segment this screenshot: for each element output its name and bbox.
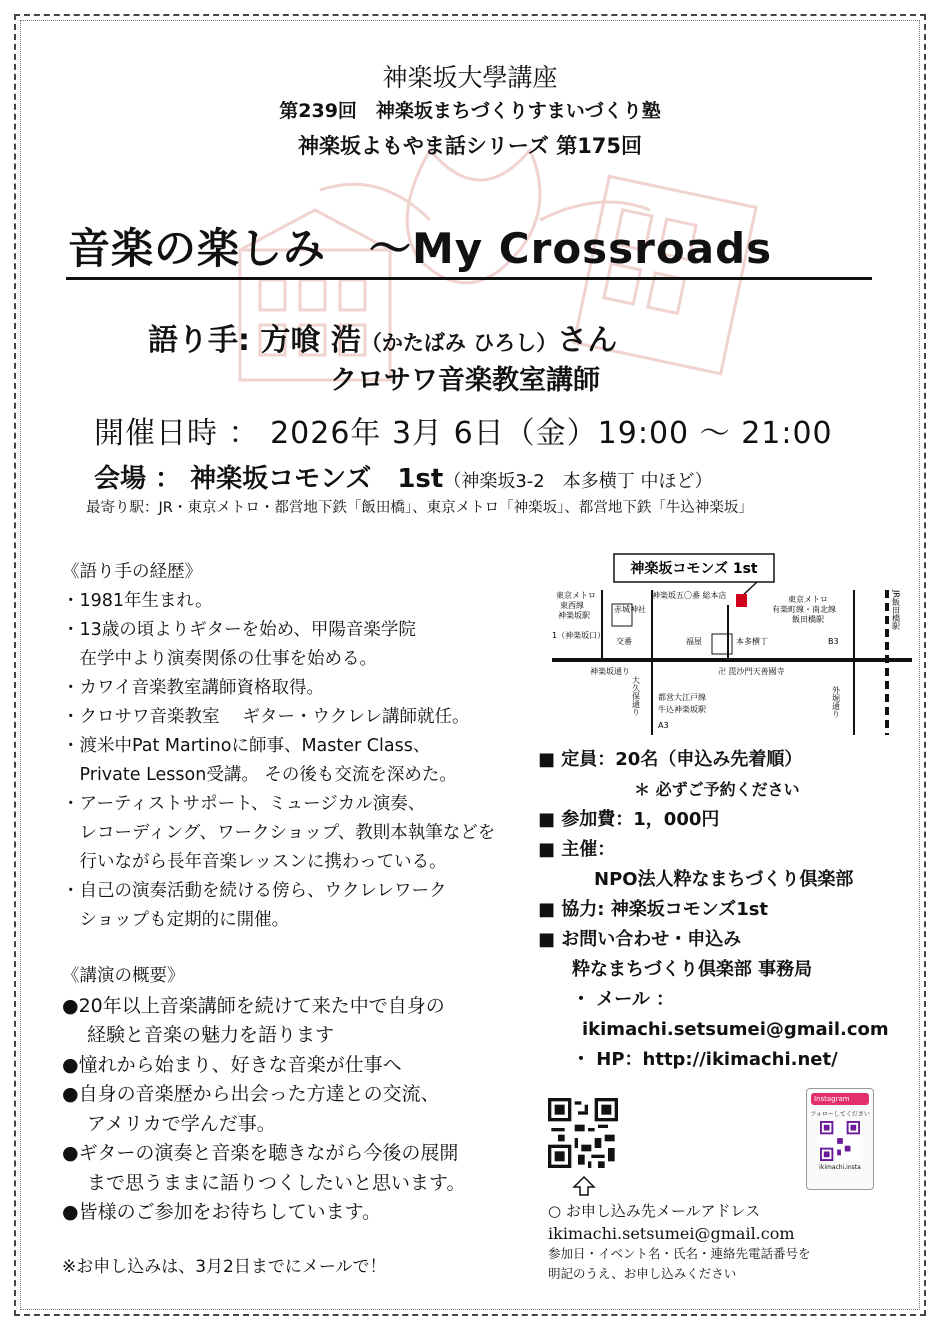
series-title: 神楽坂大學講座 [382, 63, 558, 92]
title-underline [66, 277, 872, 280]
mail-address[interactable]: ikimachi.setsumei@gmail.com [582, 1019, 889, 1040]
venue-marker [736, 594, 747, 607]
profile-section [62, 558, 495, 935]
map-label: 外堀通り [831, 686, 841, 718]
application-note [548, 1244, 811, 1284]
application-note-line: 参加日・イベント名・氏名・連絡先電話番号を [548, 1246, 811, 1261]
map-label: 交番 [616, 637, 632, 646]
map-label: 東西線 [560, 601, 584, 610]
map-title: 神楽坂コモンズ 1st [630, 561, 758, 577]
instagram-logo: Instagram [811, 1093, 869, 1105]
series-number: 神楽坂よもやま話シリーズ 第175回 [297, 134, 643, 158]
profile-line: レコーディング、ワークショップ、教則本執筆などを [62, 823, 496, 843]
map-label: 神楽坂五〇番 総本店 [652, 591, 727, 600]
homepage-link[interactable]: ・ HP：http://ikimachi.net/ [572, 1049, 838, 1070]
instagram-follow: フォローしてください [810, 1111, 870, 1118]
event-title: 音楽の楽しみ ～My Crossroads [68, 224, 773, 273]
overview-line: 経験と音楽の魅力を語ります [62, 1024, 335, 1046]
host: NPO法人粋なまちづくり倶楽部 [594, 869, 854, 890]
fee: ■ 参加費：1，000円 [538, 809, 720, 830]
profile-line: ・クロサワ音楽教室 ギター・ウクレレ講師就任。 [62, 707, 470, 727]
map-label: 本多横丁 [736, 637, 768, 646]
profile-line: Private Lesson受講。 その後も交流を深めた。 [62, 765, 457, 785]
speaker-role: クロサワ音楽教室講師 [330, 365, 600, 396]
reserve-note: ＊ 必ずご予約ください [634, 780, 800, 799]
overview-line: ●20年以上音楽講師を続けて来た中で自身の [62, 994, 445, 1017]
profile-line: ・1981年生まれ。 [62, 591, 213, 611]
overview-line: まで思うままに語りつくしたいと思います。 [62, 1171, 466, 1194]
speaker-suffix: さん [557, 323, 618, 358]
speaker-name: 語り手: 方喰 浩 [148, 323, 361, 358]
up-arrow-icon [572, 1175, 596, 1197]
nearest-station: 最寄り駅：JR・東京メトロ・都営地下鉄「飯田橋」、東京メトロ「神楽坂」、都営地下鉄「牛込神楽坂」 [86, 500, 753, 516]
profile-line: 在学中より演奏関係の仕事を始める。 [62, 649, 377, 669]
map-label: B3 [828, 637, 839, 646]
profile-line: 行いながら長年音楽レッスンに携わっている。 [62, 852, 447, 872]
map-label: 1（神楽坂口） [552, 631, 606, 640]
map-label: 大久保通り [631, 676, 641, 716]
instagram-qr[interactable] [820, 1121, 860, 1161]
instagram-site: ikimachi.insta [819, 1164, 861, 1171]
overview-line: ●自身の音楽歴から出会った方達との交流、 [62, 1083, 440, 1105]
capacity: ■ 定員：20名（申込み先着順） [538, 749, 803, 770]
profile-heading: 《語り手の経歴》 [62, 562, 202, 582]
venue-address: （神楽坂3-2 本多横丁 中ほど） [443, 471, 713, 492]
info-section [538, 745, 889, 1075]
overview-line: ●皆様のご参加をお待ちしています。 [62, 1201, 382, 1223]
map-label: 福屋 [686, 637, 702, 646]
event-datetime: 開催日時 ： 2026年 3月 6日（金）19:00 ～ 21:00 [94, 416, 833, 451]
map-label: JR飯田橋駅 [891, 590, 901, 630]
speaker-line [148, 315, 617, 359]
profile-line: ・自己の演奏活動を続ける傍ら、ウクレレワーク [62, 881, 447, 901]
footer-mail-address[interactable]: ikimachi.setsumei@gmail.com [548, 1224, 795, 1243]
contact-label: ■ お問い合わせ・申込み [538, 929, 742, 950]
overview-line: ●ギターの演奏と音楽を聴きながら今後の展開 [62, 1142, 459, 1164]
map-label: 飯田橋駅 [792, 615, 824, 624]
series-subtitle: 第239回 神楽坂まちづくりすまいづくり塾 [279, 100, 661, 122]
map-label: 神楽坂駅 [558, 611, 590, 620]
mail-note: ○ お申し込み先メールアドレス [548, 1202, 761, 1220]
mail-label: ・ メール ： [572, 989, 675, 1010]
access-map [552, 550, 912, 740]
map-label: 東京メトロ [788, 595, 828, 604]
map-label: 都営大江戸線 [658, 693, 706, 702]
venue-name: 会場 ： 神楽坂コモンズ 1st [94, 464, 444, 494]
map-label: 赤城神社 [614, 605, 646, 614]
map-label: 牛込神楽坂駅 [658, 705, 706, 714]
map-label: 神楽坂通り [590, 667, 630, 676]
profile-line: ・アーティストサポート、ミュージカル演奏、 [62, 794, 426, 814]
profile-line: ・13歳の頃よりギターを始め、甲陽音楽学院 [62, 620, 416, 640]
overview-line: アメリカで学んだ事。 [62, 1112, 276, 1135]
host-label: ■ 主催： [538, 839, 616, 860]
overview-line: ●憧れから始まり、好きな音楽が仕事へ [62, 1053, 402, 1076]
event-venue [94, 458, 712, 495]
profile-line: ・渡米中Pat Martinoに師事、Master Class、 [62, 736, 431, 756]
deadline-note: ※お申し込みは、3月2日までにメールで！ [62, 1257, 387, 1277]
contact-org: 粋なまちづくり倶楽部 事務局 [572, 959, 813, 980]
overview-heading: 《講演の概要》 [62, 966, 185, 986]
cooperation: ■ 協力: 神楽坂コモンズ1st [538, 899, 769, 920]
qr-code[interactable] [548, 1098, 618, 1168]
map-label: A3 [658, 721, 669, 730]
overview-section [62, 962, 466, 1228]
map-label: 東京メトロ [556, 591, 596, 600]
map-label: 有楽町線・南北線 [772, 605, 836, 614]
application-note-line: 明記のうえ、お申し込みください [548, 1266, 737, 1281]
speaker-reading: （かたばみ ひろし） [360, 331, 558, 355]
profile-line: ショップも定期的に開催。 [62, 910, 290, 930]
instagram-card[interactable] [806, 1088, 874, 1190]
profile-line: ・カワイ音楽教室講師資格取得。 [62, 678, 324, 698]
map-label: 卍 毘沙門天善國寺 [718, 667, 785, 676]
